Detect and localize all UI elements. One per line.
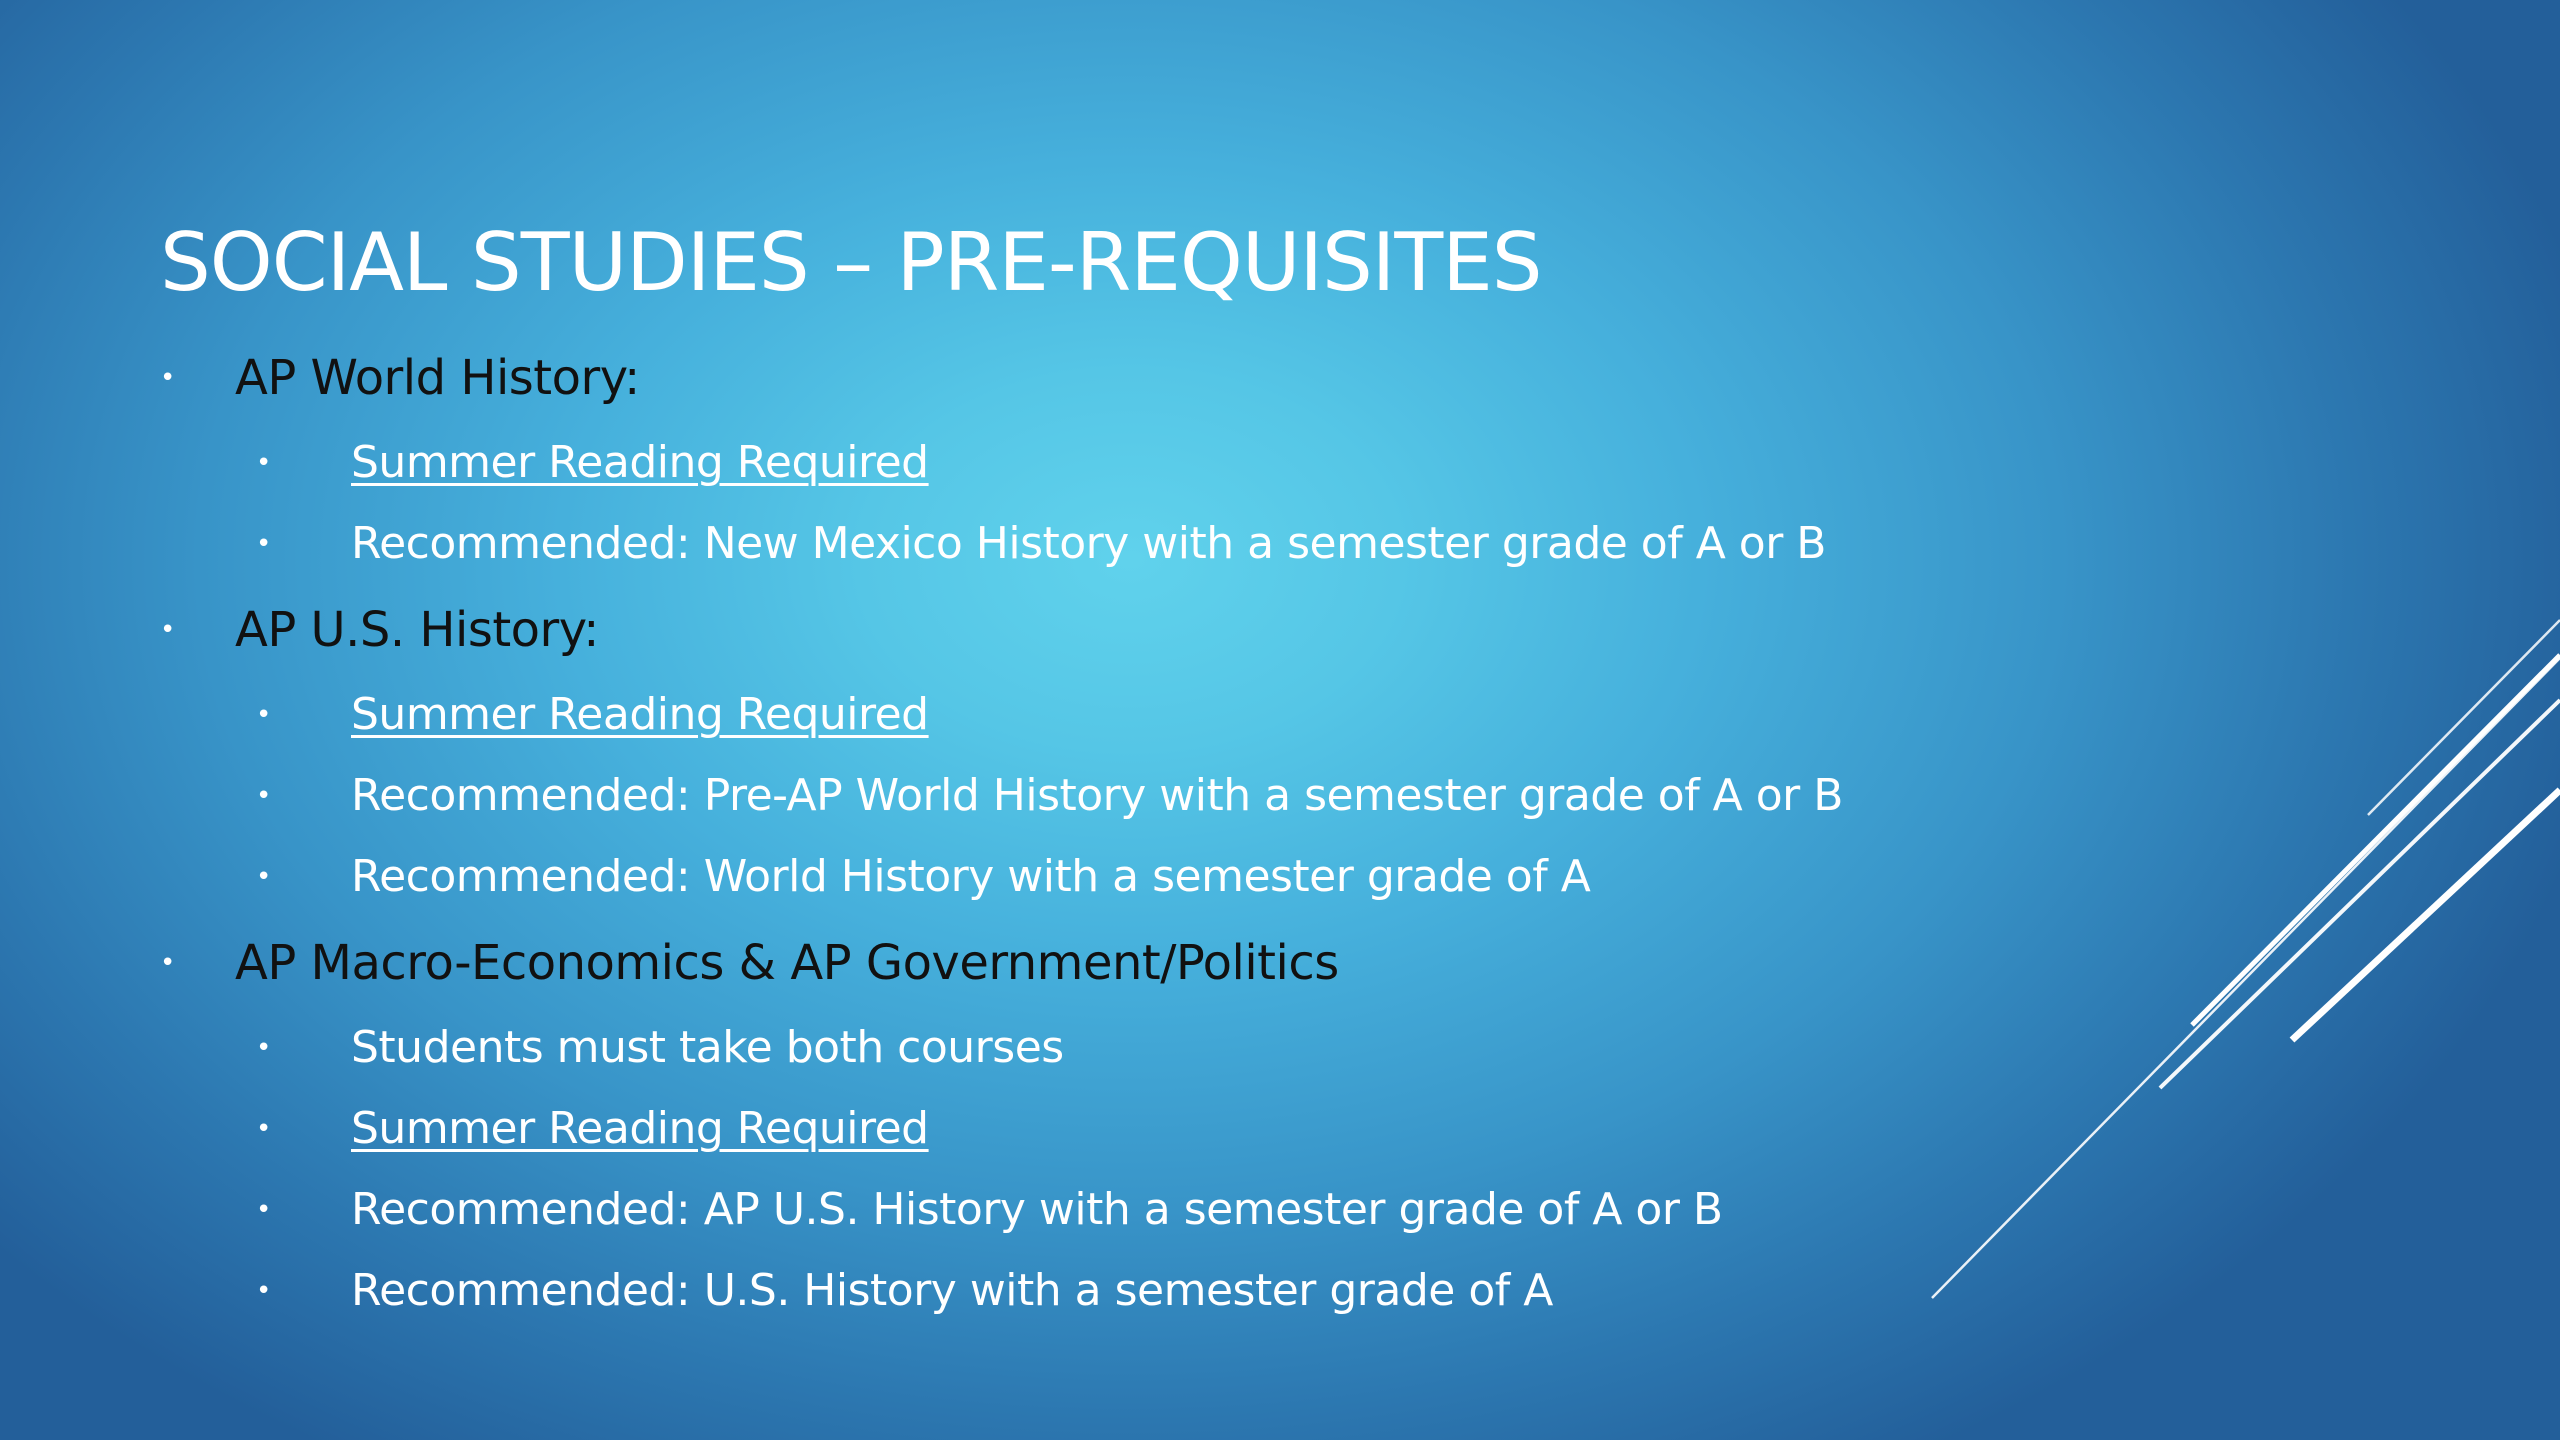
summer-reading-link[interactable]: Summer Reading Required [351, 1103, 929, 1154]
slide-title: SOCIAL STUDIES – PRE-REQUISITES [160, 216, 1542, 309]
bullet-icon: • [256, 700, 272, 730]
bullet-icon: • [256, 1195, 272, 1225]
section-heading-label: AP U.S. History: [235, 602, 599, 658]
list-item-label: Recommended: World History with a semester grade of A [351, 851, 1591, 902]
accent-line [1932, 658, 2560, 1298]
bullet-icon: • [256, 862, 272, 892]
list-item-label: Recommended: AP U.S. History with a semester grade of A or B [351, 1184, 1723, 1235]
list-item-label: Recommended: U.S. History with a semester grade of A [351, 1265, 1553, 1316]
summer-reading-link[interactable]: Summer Reading Required [351, 437, 929, 488]
bullet-icon: • [256, 1033, 272, 1063]
bullet-icon: • [160, 615, 176, 645]
bullet-icon: • [256, 1276, 272, 1306]
bullet-icon: • [256, 1114, 272, 1144]
bullet-icon: • [256, 529, 272, 559]
accent-line [2368, 620, 2560, 815]
bullet-icon: • [256, 448, 272, 478]
list-item-label: Recommended: Pre-AP World History with a semester grade of A or B [351, 770, 1843, 821]
bullet-icon: • [256, 781, 272, 811]
summer-reading-link[interactable]: Summer Reading Required [351, 689, 929, 740]
section-heading-label: AP Macro-Economics & AP Government/Politics [235, 935, 1339, 991]
bullet-icon: • [160, 948, 176, 978]
bullet-icon: • [160, 363, 176, 393]
section-heading-label: AP World History: [235, 350, 640, 406]
list-item-label: Students must take both courses [351, 1022, 1064, 1073]
list-item-label: Recommended: New Mexico History with a semester grade of A or B [351, 518, 1826, 569]
accent-line [2160, 700, 2560, 1088]
